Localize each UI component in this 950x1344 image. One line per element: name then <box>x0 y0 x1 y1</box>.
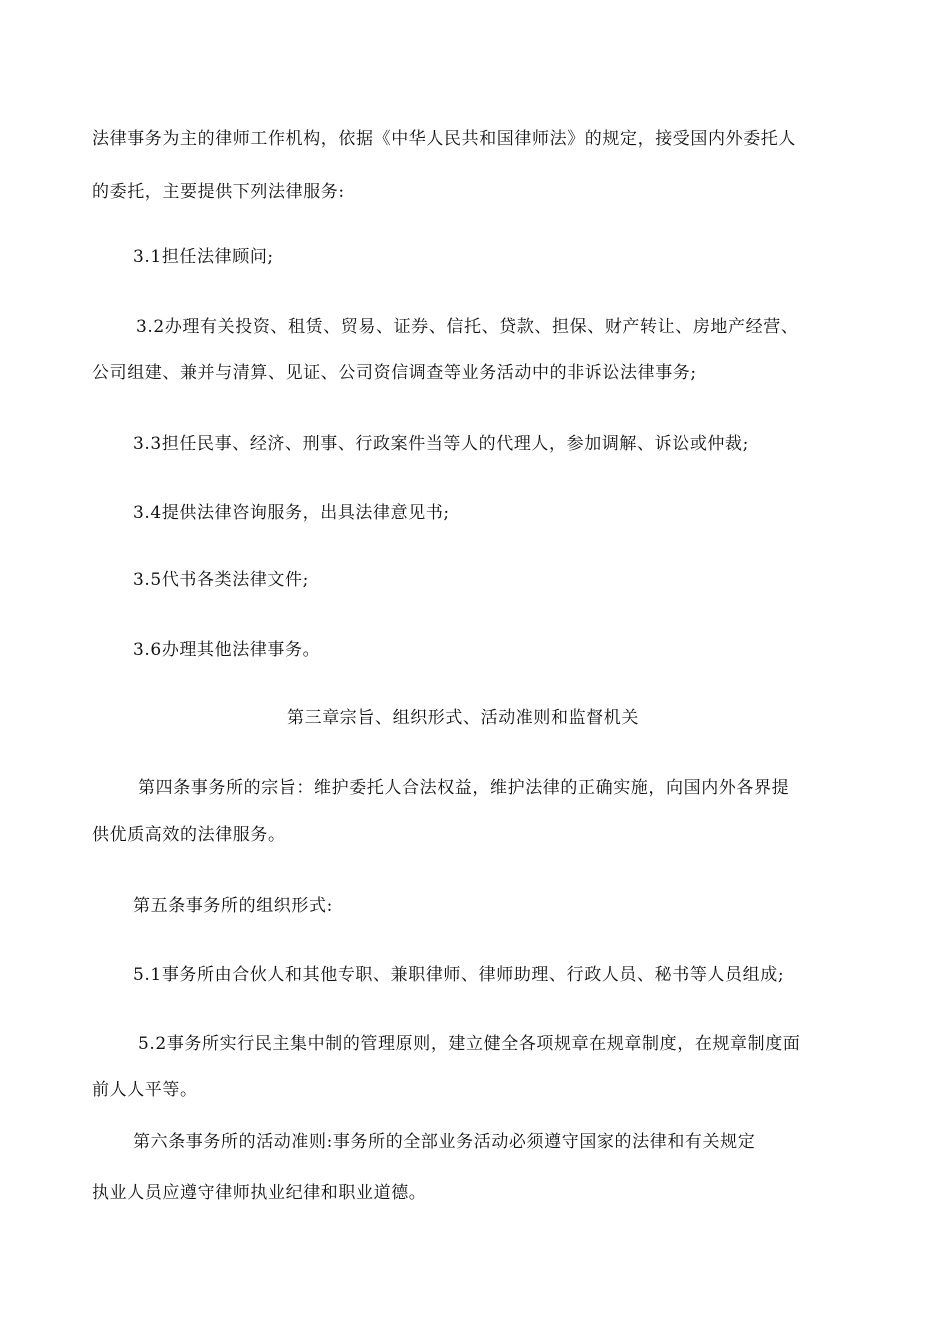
list-item-3-2: 3.2办理有关投资、租赁、贸易、证券、信托、贷款、担保、财产转让、房地产经营、 <box>136 317 799 337</box>
article-6-continuation: 执业人员应遵守律师执业纪律和职业道德。 <box>92 1183 427 1203</box>
list-item-5-1: 5.1事务所由合伙人和其他专职、兼职律师、律师助理、行政人员、秘书等人员组成; <box>133 965 785 985</box>
list-item-3-1: 3.1担任法律顾问; <box>133 247 274 267</box>
article-4-continuation: 供优质高效的法律服务。 <box>92 825 286 845</box>
article-5: 第五条事务所的组织形式: <box>133 896 333 916</box>
paragraph-line: 的委托，主要提供下列法律服务: <box>92 182 345 202</box>
list-item-5-2: 5.2事务所实行民主集中制的管理原则，建立健全各项规章在规章制度，在规章制度面 <box>138 1034 801 1054</box>
list-item-5-2-continuation: 前人人平等。 <box>92 1080 198 1100</box>
list-item-3-3: 3.3担任民事、经济、刑事、行政案件当等人的代理人，参加调解、诉讼或仲裁; <box>133 434 749 454</box>
list-item-3-5: 3.5代书各类法律文件; <box>133 570 309 590</box>
list-item-3-2-continuation: 公司组建、兼并与清算、见证、公司资信调查等业务活动中的非诉讼法律事务; <box>92 363 697 383</box>
chapter-heading: 第三章宗旨、组织形式、活动准则和监督机关 <box>287 708 639 728</box>
list-item-3-4: 3.4提供法律咨询服务，出具法律意见书; <box>133 503 450 523</box>
article-4: 第四条事务所的宗旨：维护委托人合法权益，维护法律的正确实施，向国内外各界提 <box>138 778 790 798</box>
list-item-3-6: 3.6办理其他法律事务。 <box>133 640 321 660</box>
paragraph-line: 法律事务为主的律师工作机构，依据《中华人民共和国律师法》的规定，接受国内外委托人 <box>92 129 796 149</box>
article-6: 第六条事务所的活动准则:事务所的全部业务活动必须遵守国家的法律和有关规定 <box>133 1132 756 1152</box>
